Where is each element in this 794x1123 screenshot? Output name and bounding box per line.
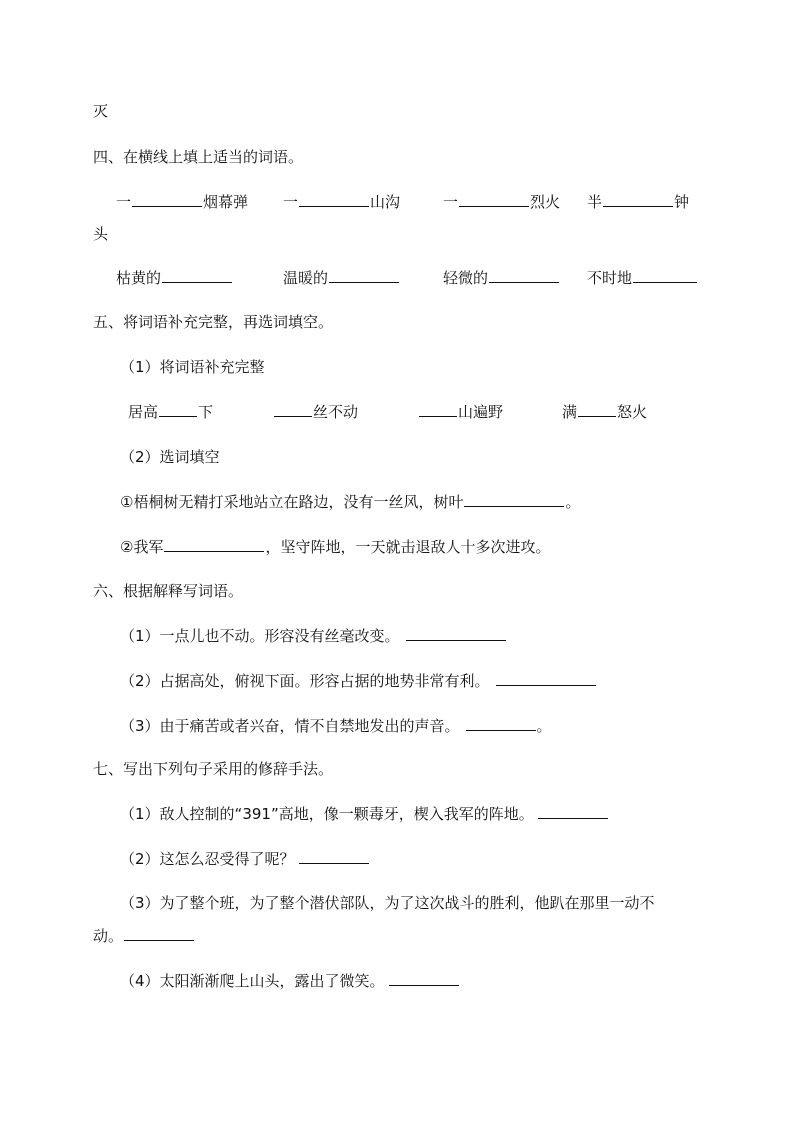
answer-blank[interactable]: [419, 401, 457, 417]
fill-item: 轻微的: [443, 267, 560, 289]
answer-blank[interactable]: [578, 401, 616, 417]
answer-blank[interactable]: [496, 670, 596, 686]
section-title: 七、写出下列句子采用的修辞手法。: [93, 760, 334, 778]
idiom-item: 满 怒火: [562, 403, 648, 421]
answer-blank[interactable]: [299, 848, 369, 864]
answer-blank[interactable]: [162, 267, 232, 283]
answer-blank[interactable]: [274, 401, 312, 417]
answer-blank[interactable]: [159, 401, 197, 417]
answer-blank[interactable]: [329, 267, 399, 283]
answer-blank[interactable]: [633, 267, 697, 283]
idiom-item: 居高 下: [128, 403, 214, 421]
question-text: （1）一点儿也不动。形容没有丝毫改变。: [120, 625, 507, 647]
question-text: （3）为了整个班，为了整个潜伏部队，为了这次战斗的胜利，他趴在那里一动不: [120, 894, 655, 912]
answer-blank[interactable]: [164, 536, 264, 552]
question-text: （4）太阳渐渐爬上山头，露出了微笑。: [120, 970, 460, 992]
question-text: ②我军 ，坚守阵地，一天就击退敌人十多次进攻。: [120, 538, 551, 556]
answer-blank[interactable]: [538, 803, 608, 819]
answer-blank[interactable]: [489, 267, 559, 283]
question-text: （1）敌人控制的“391”高地，像一颗毒牙，楔入我军的阵地。: [120, 803, 609, 825]
fill-item: 半 钟: [587, 193, 690, 211]
question-text: （3）由于痛苦或者兴奋，情不自禁地发出的声音。 。: [120, 717, 552, 735]
fragment-text: 灭: [93, 102, 109, 120]
fill-item: 一 山沟: [283, 193, 401, 211]
fill-item: 不时地: [587, 267, 698, 289]
answer-blank[interactable]: [603, 191, 673, 207]
section-title: 六、根据解释写词语。: [93, 582, 244, 600]
fill-item: 一 烟幕弹: [116, 193, 249, 211]
idiom-item: 丝不动: [273, 401, 358, 423]
answer-blank[interactable]: [466, 715, 536, 731]
question-text: （2）这怎么忍受得了呢？: [120, 848, 370, 870]
answer-blank[interactable]: [406, 625, 506, 641]
answer-blank[interactable]: [299, 191, 369, 207]
section-title: 四、在横线上填上适当的词语。: [93, 148, 304, 166]
answer-blank[interactable]: [132, 191, 202, 207]
fill-item: 枯黄的: [116, 267, 233, 289]
section-title: 五、将词语补充完整，再选词填空。: [93, 313, 334, 331]
sub-title: （1）将词语补充完整: [120, 358, 265, 376]
question-text: （2）占据高处，俯视下面。形容占据的地势非常有利。: [120, 670, 597, 692]
answer-blank[interactable]: [389, 970, 459, 986]
answer-blank[interactable]: [459, 191, 529, 207]
fill-item: 温暖的: [283, 267, 400, 289]
idiom-item: 山遍野: [418, 401, 503, 423]
wrap-text: 动。: [93, 925, 195, 947]
answer-blank[interactable]: [464, 491, 564, 507]
question-text: ①梧桐树无精打采地站立在路边，没有一丝风，树叶 。: [120, 493, 581, 511]
sub-title: （2）选词填空: [120, 448, 220, 466]
wrap-text: 头: [93, 225, 109, 243]
fill-item: 一 烈火: [443, 193, 561, 211]
answer-blank[interactable]: [124, 925, 194, 941]
